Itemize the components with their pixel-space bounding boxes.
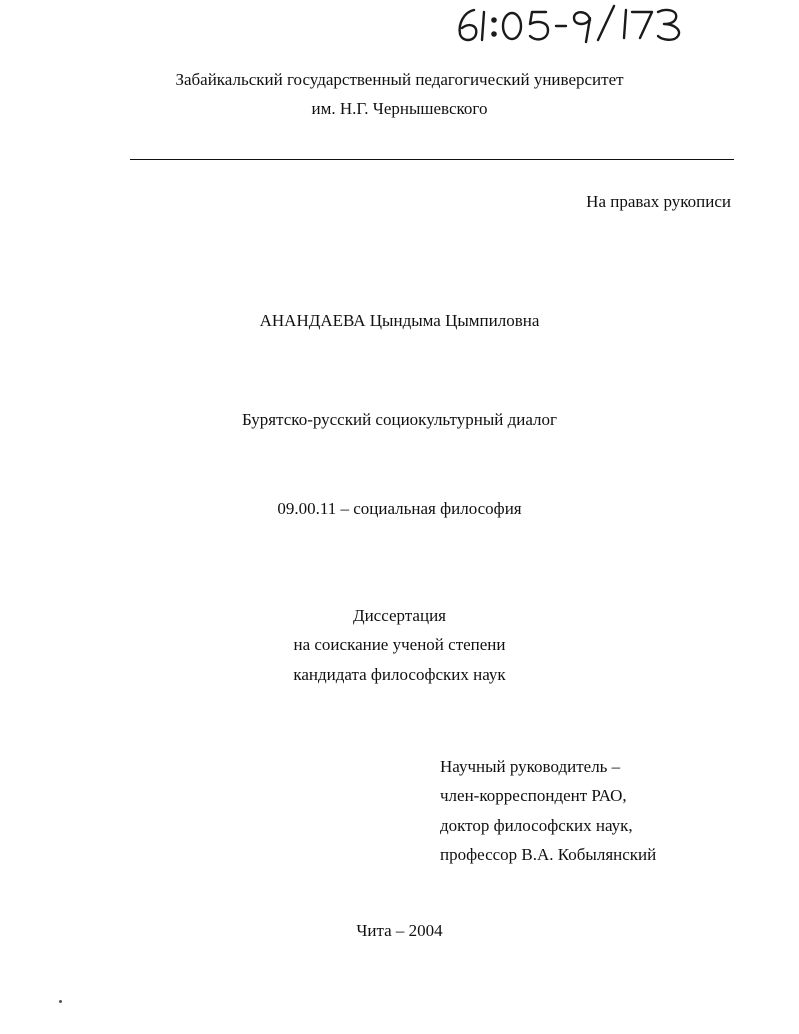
degree-purpose: на соискание ученой степени — [293, 635, 506, 654]
scan-speck — [59, 1000, 62, 1003]
dissertation-label: Диссертация — [352, 606, 446, 625]
author-name: АНАНДАЕВА Цындыма Цымпиловна — [259, 311, 540, 330]
rights-note: На правах рукописи — [586, 192, 731, 211]
supervisor-rank: член-корреспондент РАО, — [440, 786, 627, 805]
specialty-code: 09.00.11 – социальная философия — [277, 499, 522, 518]
supervisor-label: Научный руководитель – — [440, 757, 621, 776]
degree-name: кандидата философских наук — [293, 665, 506, 684]
handwritten-stamp — [452, 2, 692, 44]
university-named-after: им. Н.Г. Чернышевского — [311, 99, 488, 118]
dissertation-title: Бурятско-русский социокультурный диалог — [241, 410, 558, 429]
city-year: Чита – 2004 — [356, 921, 443, 940]
supervisor-degree: доктор философских наук, — [440, 816, 633, 835]
university-name: Забайкальский государственный педагогический университет — [175, 70, 624, 89]
supervisor-name: профессор В.А. Кобылянский — [440, 845, 657, 864]
header-divider — [130, 159, 734, 160]
